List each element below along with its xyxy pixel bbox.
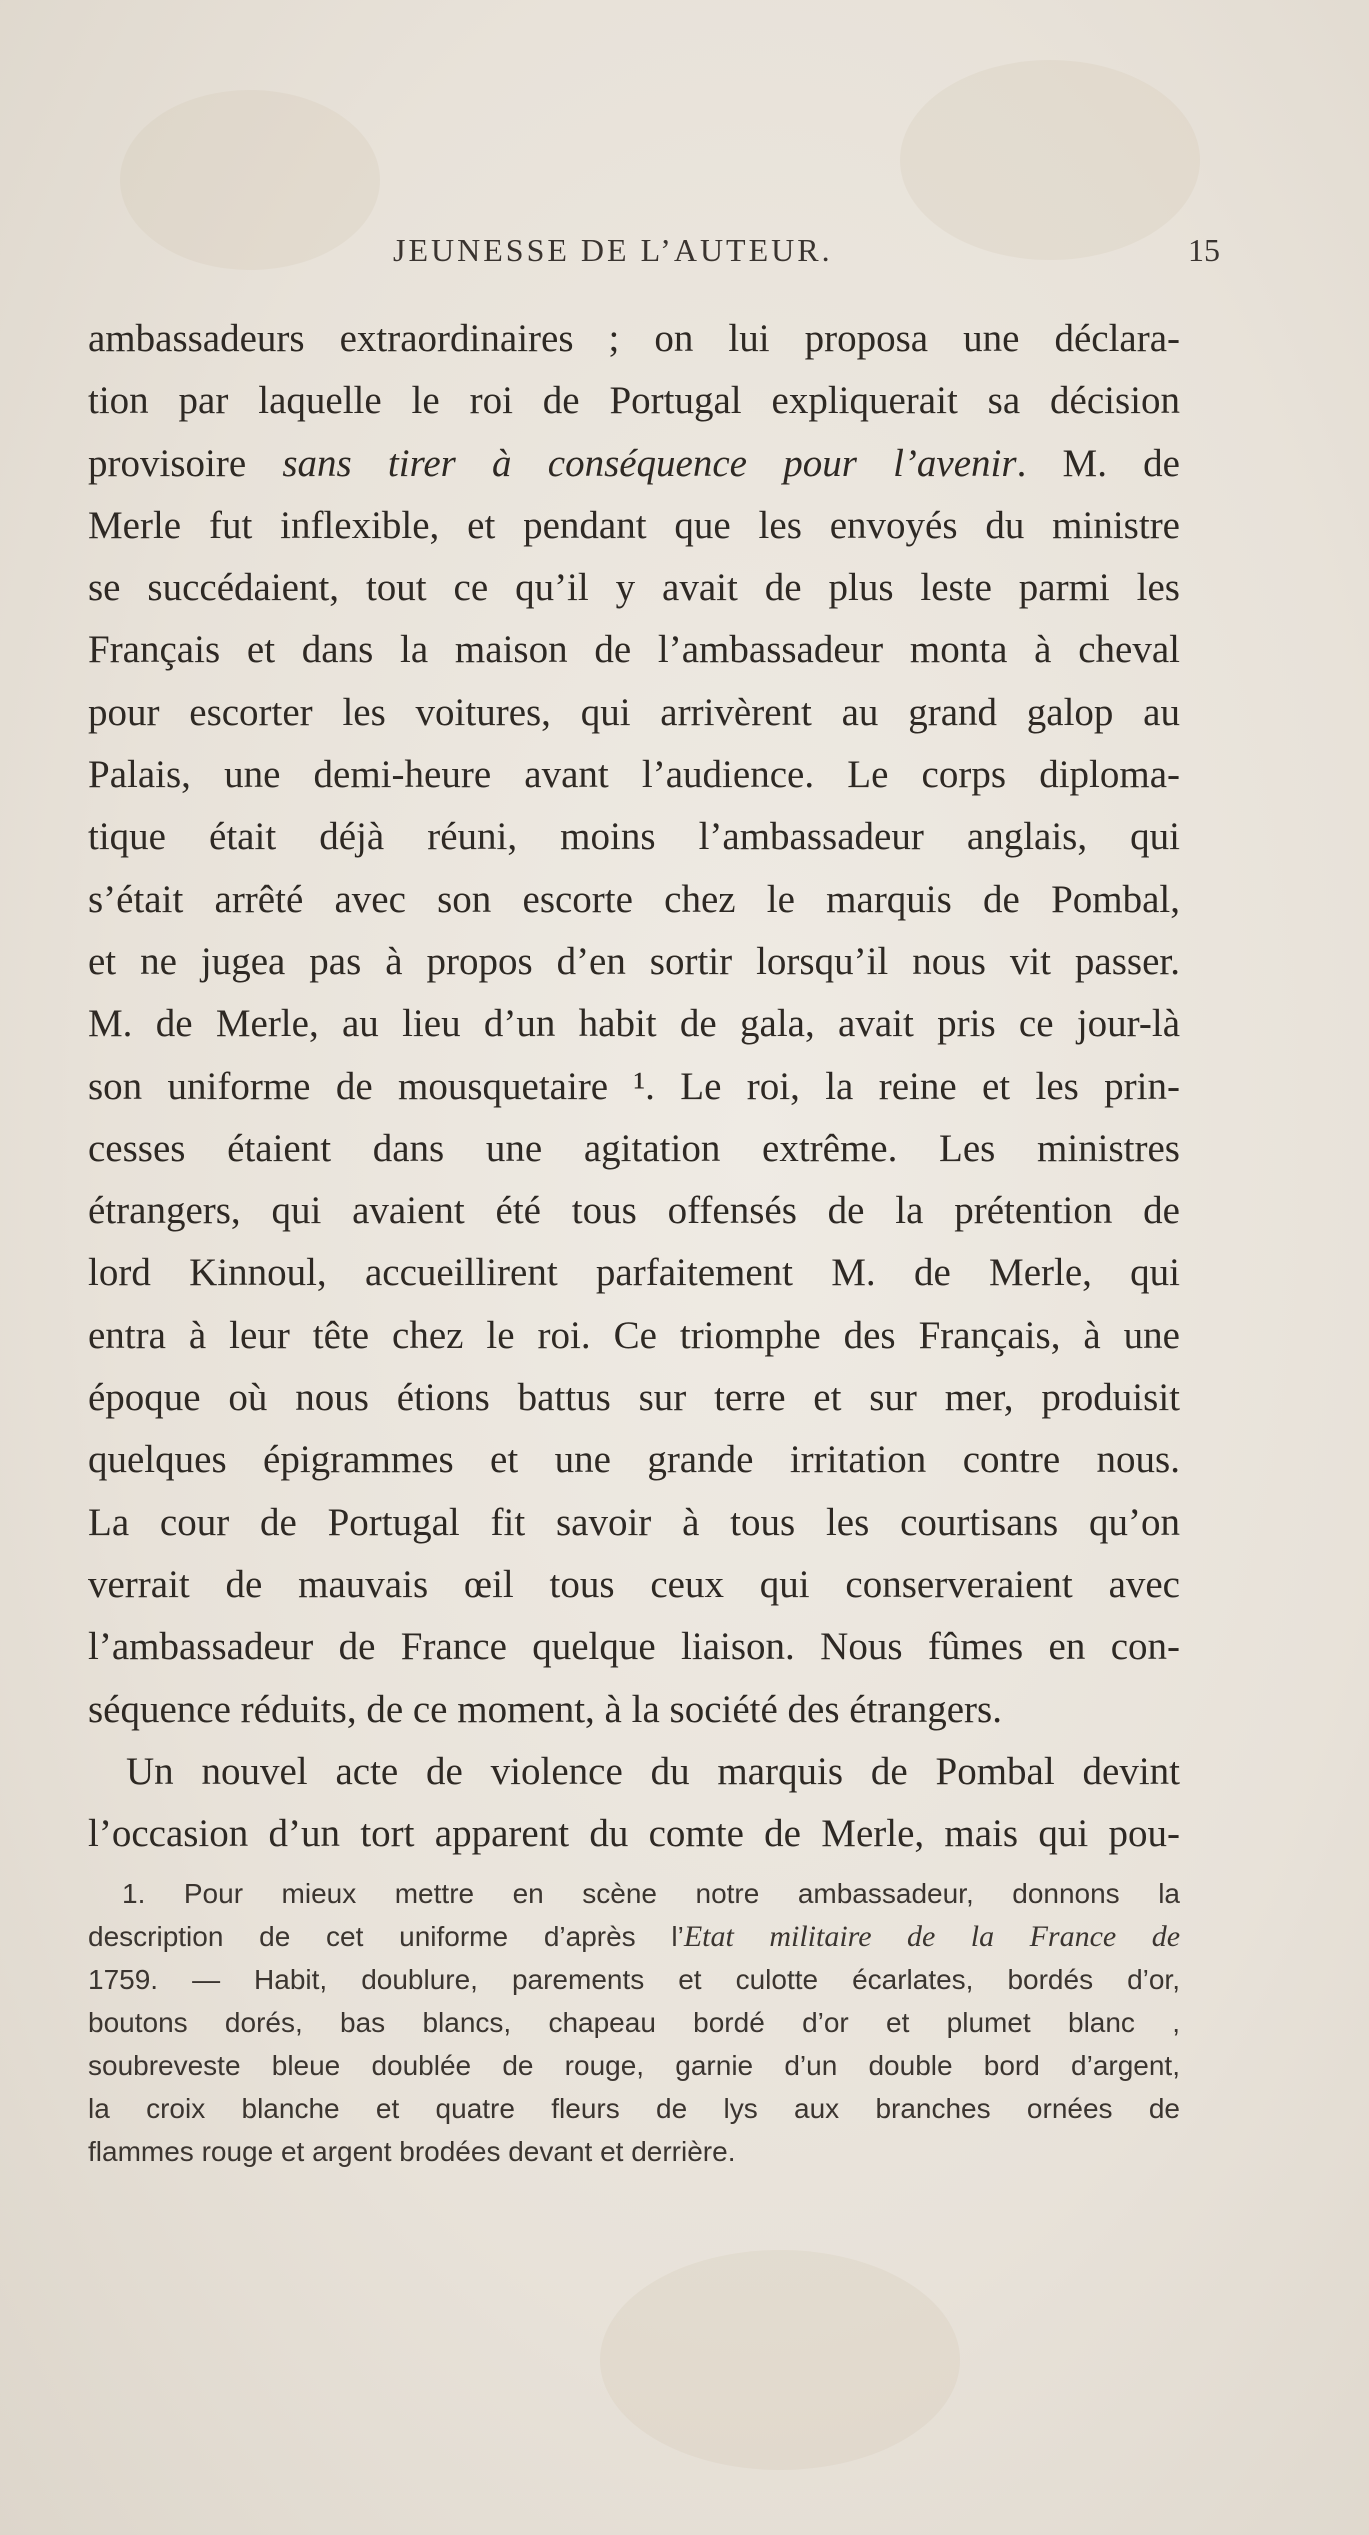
text-line: quelques épigrammes et une grande irritation contre nous. bbox=[88, 1438, 1180, 1482]
text-line: son uniforme de mousquetaire ¹. Le roi, la reine et les prin- bbox=[88, 1064, 1180, 1108]
text-line: Français et dans la maison de l’ambassadeur monta à cheval bbox=[88, 628, 1180, 672]
footnote-line: flammes rouge et argent brodées devant et derrière. bbox=[88, 2136, 736, 2167]
page-number: 15 bbox=[1188, 232, 1220, 268]
text-line: séquence réduits, de ce moment, à la société des étrangers. bbox=[88, 1687, 1002, 1731]
text-line: M. de Merle, au lieu d’un habit de gala, avait pris ce jour-là bbox=[88, 1002, 1180, 1046]
paper-stain bbox=[600, 2250, 960, 2470]
text-segment: description de cet uniforme d’après l’ bbox=[88, 1921, 684, 1952]
paper-stain bbox=[900, 60, 1200, 260]
footnote-line: la croix blanche et quatre fleurs de lys aux branches ornées de bbox=[88, 2093, 1180, 2124]
text-line: entra à leur tête chez le roi. Ce triomphe des Français, à une bbox=[88, 1313, 1180, 1357]
text-line: et ne jugea pas à propos d’en sortir lorsqu’il nous vit passer. bbox=[88, 939, 1180, 983]
footnote-line bbox=[88, 1915, 1180, 1958]
footnote-line: 1759. — Habit, doublure, parements et culotte écarlates, bordés d’or, bbox=[88, 1964, 1180, 1995]
text-line: tion par laquelle le roi de Portugal expliquerait sa décision bbox=[88, 379, 1180, 423]
text-line: verrait de mauvais œil tous ceux qui conserveraient avec bbox=[88, 1562, 1180, 1606]
text-line: Un nouvel acte de violence du marquis de Pombal devint bbox=[126, 1749, 1180, 1793]
running-header bbox=[88, 232, 1220, 276]
text-line: étrangers, qui avaient été tous offensés de la prétention de bbox=[88, 1189, 1180, 1233]
footnote-line: 1. Pour mieux mettre en scène notre ambassadeur, donnons la bbox=[122, 1878, 1180, 1909]
text-segment: . M. de bbox=[1016, 441, 1180, 485]
text-line: Palais, une demi-heure avant l’audience. Le corps diploma- bbox=[88, 753, 1180, 797]
italic-title: Etat militaire de la France de bbox=[683, 1920, 1181, 1953]
text-line: tique était déjà réuni, moins l’ambassadeur anglais, qui bbox=[88, 815, 1180, 859]
text-line: se succédaient, tout ce qu’il y avait de plus leste parmi les bbox=[88, 566, 1180, 610]
text-line: s’était arrêté avec son escorte chez le marquis de Pombal, bbox=[88, 877, 1180, 921]
text-line: pour escorter les voitures, qui arrivèrent au grand galop au bbox=[88, 690, 1180, 734]
footnote-line: soubreveste bleue doublée de rouge, garnie d’un double bord d’argent, bbox=[88, 2050, 1180, 2081]
text-line: lord Kinnoul, accueillirent parfaitement M. de Merle, qui bbox=[88, 1251, 1180, 1295]
text-line: Merle fut inflexible, et pendant que les envoyés du ministre bbox=[88, 503, 1180, 547]
text-line: l’ambassadeur de France quelque liaison. Nous fûmes en con- bbox=[88, 1625, 1180, 1669]
text-line: cesses étaient dans une agitation extrême. Les ministres bbox=[88, 1126, 1180, 1170]
text-line: La cour de Portugal fit savoir à tous les courtisans qu’on bbox=[88, 1500, 1180, 1544]
text-line: l’occasion d’un tort apparent du comte de Merle, mais qui pou- bbox=[88, 1812, 1180, 1856]
text-line: ambassadeurs extraordinaires ; on lui proposa une déclara- bbox=[88, 317, 1180, 360]
italic-phrase: sans tirer à conséquence pour l’avenir bbox=[282, 441, 1017, 485]
text-line bbox=[88, 433, 1180, 495]
text-line: époque où nous étions battus sur terre et sur mer, produisit bbox=[88, 1376, 1180, 1420]
footnote-line: boutons dorés, bas blancs, chapeau bordé d’or et plumet blanc , bbox=[88, 2007, 1180, 2038]
main-text bbox=[88, 308, 1180, 1865]
footnote bbox=[88, 1872, 1180, 2173]
running-title: JEUNESSE DE L’AUTEUR. bbox=[393, 232, 833, 268]
text-segment: provisoire bbox=[88, 441, 283, 485]
